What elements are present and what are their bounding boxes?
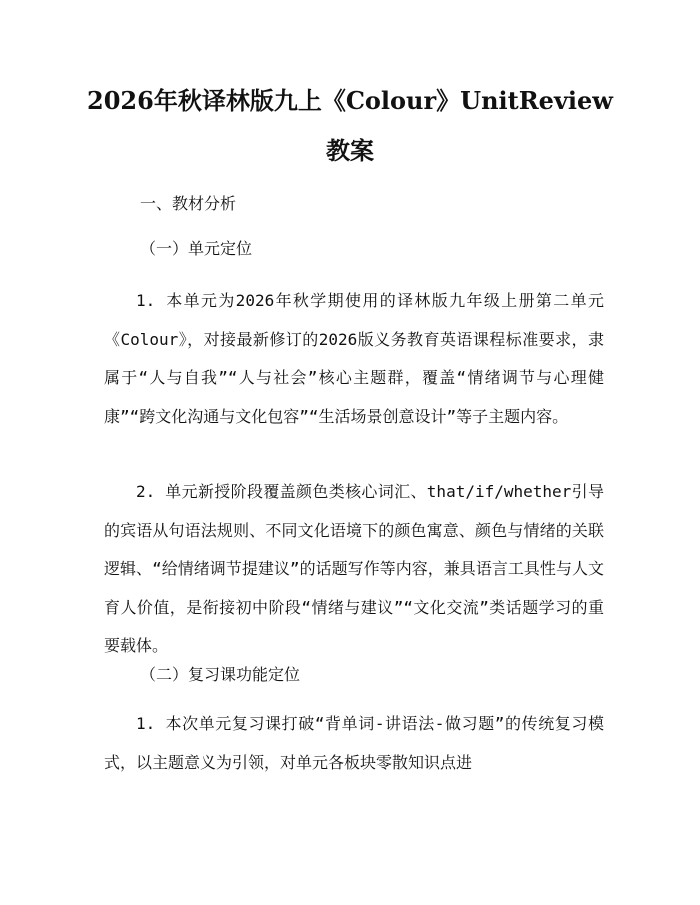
paragraph-unit-positioning-1: 1. 本单元为2026年秋学期使用的译林版九年级上册第二单元《Colour》，对接最新修订的2026版义务教育英语课程标准要求，隶属于“人与自我”“人与社会”核心主题群，覆盖“情绪调节与心理健康”“跨文化沟通与文化包容”“生活场景创意设计”等子主题内容。 bbox=[104, 291, 604, 426]
document-title-line-1: 2026年秋译林版九上《Colour》UnitReview bbox=[87, 86, 613, 115]
paragraph-review-function-1: 1. 本次单元复习课打破“背单词-讲语法-做习题”的传统复习模式，以主题意义为引领，对单元各板块零散知识点进 bbox=[104, 714, 604, 772]
subsection-heading-review-function: （二）复习课功能定位 bbox=[140, 665, 301, 684]
paragraph-unit-positioning-2: 2. 单元新授阶段覆盖颜色类核心词汇、that/if/whether引导的宾语从句语法规则、不同文化语境下的颜色寓意、颜色与情绪的关联逻辑、“给情绪调节提建议”的话题写作等内容，兼具语言工具性与人文育人价值，是衔接初中阶段“情绪与建议”“文化交流”类话题学习的重要载体。 bbox=[104, 482, 604, 655]
subsection-heading-unit-positioning: （一）单元定位 bbox=[140, 239, 253, 258]
document-title-line-2: 教案 bbox=[326, 136, 374, 165]
section-heading-textbook-analysis: 一、教材分析 bbox=[140, 194, 237, 213]
